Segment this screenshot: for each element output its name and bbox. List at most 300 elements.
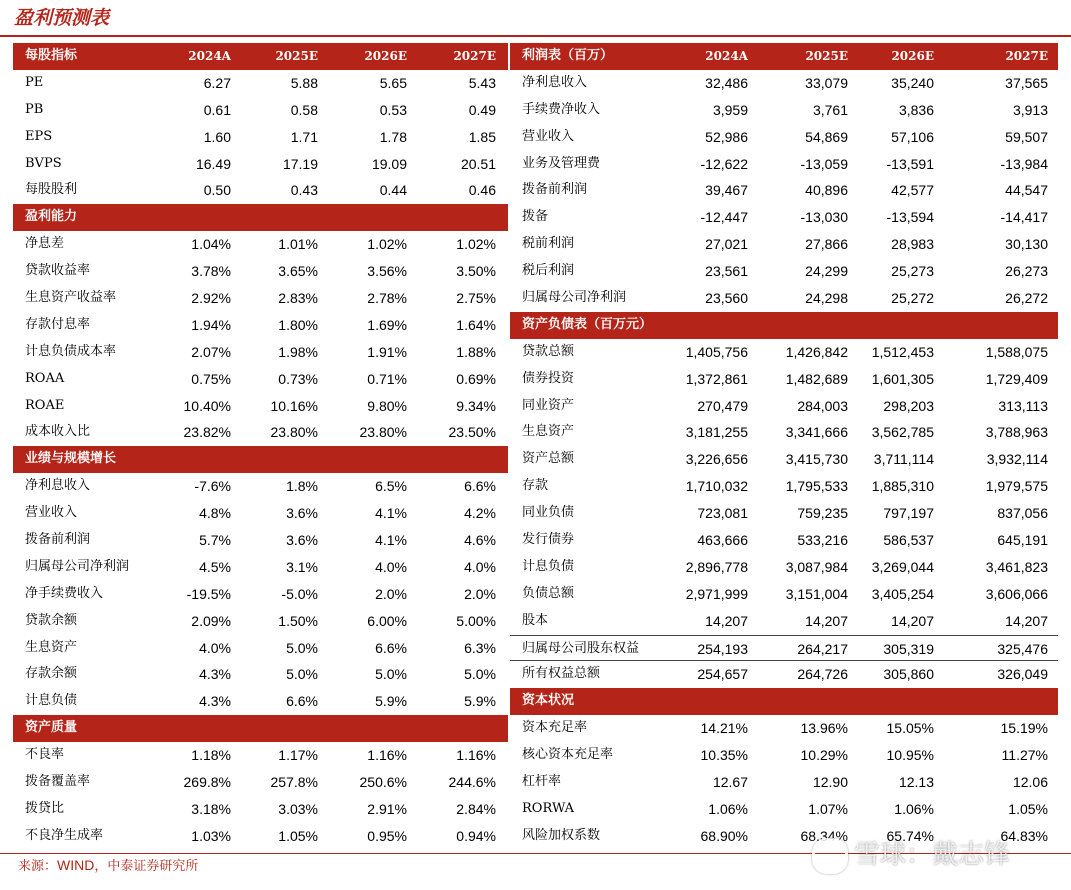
section-title: 资产质量: [25, 720, 78, 736]
row-value: 4.0%: [464, 558, 496, 575]
table-row: [13, 742, 508, 769]
row-value: 2.0%: [375, 585, 407, 602]
row-value: 6.00%: [367, 612, 407, 629]
table-row: [510, 124, 1058, 151]
year-header: 2025E: [275, 49, 318, 63]
row-value: 30,130: [1005, 236, 1048, 253]
row-value: 1,426,842: [785, 343, 848, 360]
year-header: 2024A: [705, 49, 748, 63]
table-row: [510, 446, 1058, 473]
row-value: 5.88: [290, 74, 318, 91]
row-value: -14,417: [1000, 209, 1048, 226]
row-value: 6.6%: [464, 478, 496, 495]
row-value: 15.05%: [886, 720, 934, 737]
row-value: 2.92%: [191, 290, 231, 307]
row-value: 0.73%: [278, 370, 318, 387]
table-row: [510, 339, 1058, 366]
row-value: 2.78%: [367, 290, 407, 307]
row-value: 26,273: [1005, 263, 1048, 280]
row-value: 0.53: [379, 101, 407, 118]
row-value: 305,860: [883, 666, 934, 683]
right-section-header: [510, 312, 1058, 339]
row-value: 586,537: [883, 532, 934, 549]
table-row: [510, 796, 1058, 823]
row-value: 4.1%: [375, 532, 407, 549]
row-value: 2.07%: [191, 343, 231, 360]
table-row: [510, 258, 1058, 285]
row-value: 4.8%: [199, 505, 231, 522]
row-label: ROAE: [25, 397, 65, 413]
row-value: -12,447: [700, 209, 748, 226]
table-row: [510, 285, 1058, 312]
row-label: 业务及管理费: [522, 155, 601, 171]
row-value: 1.06%: [708, 800, 748, 817]
row-value: 5.7%: [199, 532, 231, 549]
row-label: 股本: [522, 612, 549, 628]
row-value: 0.95%: [367, 827, 407, 844]
row-value: 1.17%: [278, 747, 318, 764]
row-value: 0.71%: [367, 370, 407, 387]
row-label: 存款余额: [25, 666, 78, 682]
year-header: 2027E: [453, 49, 496, 63]
row-value: 1.64%: [456, 316, 496, 333]
row-value: 5.65: [379, 74, 407, 91]
table-row: [13, 151, 508, 178]
row-value: -13,984: [1000, 155, 1048, 172]
row-value: 54,869: [805, 128, 848, 145]
row-value: 14.21%: [700, 720, 748, 737]
row-value: 1.98%: [278, 343, 318, 360]
table-row: [13, 527, 508, 554]
table-row: [13, 581, 508, 608]
row-value: 3.6%: [286, 505, 318, 522]
row-value: 5.0%: [375, 666, 407, 683]
table-row: [13, 769, 508, 796]
section-title: 盈利能力: [25, 209, 78, 225]
row-value: 12.06: [1012, 774, 1048, 791]
row-value: 1.05%: [278, 827, 318, 844]
row-value: 25,273: [891, 263, 934, 280]
row-label: 每股股利: [25, 182, 78, 198]
row-value: 3,788,963: [985, 424, 1048, 441]
row-value: 3,606,066: [985, 585, 1048, 602]
row-value: 3.78%: [191, 263, 231, 280]
row-value: 1,601,305: [871, 370, 934, 387]
row-label: 所有权益总额: [522, 666, 601, 682]
row-label: 拨备: [522, 209, 549, 225]
row-value: 39,467: [705, 182, 748, 199]
row-label: 净息差: [25, 236, 65, 252]
table-row: [13, 554, 508, 581]
left-table: [13, 43, 508, 850]
row-value: 3,226,656: [685, 451, 748, 468]
row-label: 同业资产: [522, 397, 575, 413]
row-value: 68.90%: [700, 827, 748, 844]
watermark: [812, 834, 1010, 874]
row-value: 10.95%: [886, 747, 934, 764]
row-value: 2,971,999: [685, 585, 748, 602]
table-row: [13, 366, 508, 393]
row-value: 40,896: [805, 182, 848, 199]
snowball-logo-icon: [812, 838, 848, 874]
row-value: 25,272: [891, 290, 934, 307]
row-value: 1,885,310: [871, 478, 934, 495]
table-row: [13, 177, 508, 204]
row-value: 3,836: [898, 101, 934, 118]
table-row: [13, 500, 508, 527]
title-rule: [0, 35, 1071, 37]
row-value: 1.91%: [367, 343, 407, 360]
table-row: [13, 231, 508, 258]
row-label: 成本收入比: [25, 424, 91, 440]
row-value: 65.74%: [886, 827, 934, 844]
row-value: 1.60: [203, 128, 231, 145]
table-row: [510, 715, 1058, 742]
row-label: 拨备覆盖率: [25, 774, 91, 790]
row-value: 1.50%: [278, 612, 318, 629]
row-value: 9.80%: [367, 397, 407, 414]
row-value: 26,272: [1005, 290, 1048, 307]
row-value: 463,666: [697, 532, 748, 549]
right-section-header: [510, 688, 1058, 715]
row-value: 27,021: [705, 236, 748, 253]
row-value: 1.78: [379, 128, 407, 145]
row-value: 4.6%: [464, 532, 496, 549]
row-value: 1.94%: [191, 316, 231, 333]
table-row: [13, 339, 508, 366]
row-value: 1.06%: [894, 800, 934, 817]
row-value: 250.6%: [359, 774, 407, 791]
row-value: 5.9%: [464, 693, 496, 710]
row-value: 11.27%: [1001, 747, 1048, 764]
row-label: 风险加权系数: [522, 827, 601, 843]
row-value: 1.85: [468, 128, 496, 145]
row-value: 1.03%: [191, 827, 231, 844]
row-label: 归属母公司股东权益: [522, 640, 640, 656]
row-value: 2.0%: [464, 585, 496, 602]
table-row: [510, 97, 1058, 124]
row-value: 3,761: [812, 101, 848, 118]
row-value: 10.16%: [270, 397, 318, 414]
row-value: 1.05%: [1008, 800, 1048, 817]
row-value: 1,372,861: [685, 370, 748, 387]
row-value: 17.19: [282, 155, 318, 172]
row-value: 52,986: [705, 128, 748, 145]
row-value: 3,151,004: [785, 585, 848, 602]
row-value: 0.43: [290, 182, 318, 199]
row-value: 0.94%: [456, 827, 496, 844]
row-value: 254,657: [697, 666, 748, 683]
row-value: 533,216: [797, 532, 848, 549]
row-value: 27,866: [805, 236, 848, 253]
row-value: 2.75%: [456, 290, 496, 307]
row-value: 12.90: [812, 774, 848, 791]
source-suffix: ，中泰证券研究所: [94, 859, 199, 874]
row-value: 0.61: [203, 101, 231, 118]
row-value: 3.18%: [191, 800, 231, 817]
year-header: 2026E: [891, 49, 934, 63]
table-row: [510, 769, 1058, 796]
row-value: 305,319: [883, 640, 934, 657]
row-value: 1.16%: [367, 747, 407, 764]
row-label: 不良率: [25, 747, 65, 763]
row-value: 10.35%: [700, 747, 748, 764]
section-title: 资产负债表（百万元）: [522, 316, 653, 332]
row-value: 1.04%: [191, 236, 231, 253]
row-value: 6.6%: [375, 639, 407, 656]
table-row: [13, 393, 508, 420]
row-value: 1,729,409: [985, 370, 1048, 387]
row-label: 负债总额: [522, 585, 575, 601]
year-header: 2026E: [364, 49, 407, 63]
row-value: 645,191: [997, 532, 1048, 549]
row-value: 3,959: [712, 101, 748, 118]
right-table: [510, 43, 1058, 850]
row-label: 债券投资: [522, 370, 575, 386]
table-row: [510, 581, 1058, 608]
row-value: -13,591: [886, 155, 934, 172]
source-note: [18, 855, 198, 874]
row-value: 4.3%: [199, 693, 231, 710]
section-title: 业绩与规模增长: [25, 451, 117, 467]
row-value: 4.2%: [464, 505, 496, 522]
row-value: 5.9%: [375, 693, 407, 710]
row-value: 1.71: [290, 128, 318, 145]
table-row: [510, 473, 1058, 500]
row-label: 存款付息率: [25, 316, 91, 332]
row-value: 2.83%: [278, 290, 318, 307]
table-row: [510, 70, 1058, 97]
row-value: 3,562,785: [871, 424, 934, 441]
row-value: 6.27: [203, 74, 231, 91]
row-label: 净利息收入: [522, 74, 588, 90]
row-value: 0.75%: [191, 370, 231, 387]
row-value: 20.51: [460, 155, 496, 172]
section-title: 利润表（百万）: [522, 48, 614, 63]
row-label: 归属母公司净利润: [522, 290, 627, 306]
row-value: -5.0%: [281, 585, 318, 602]
section-title: 每股指标: [25, 48, 78, 63]
table-row: [13, 823, 508, 850]
table-row: [510, 661, 1058, 688]
table-row: [510, 742, 1058, 769]
row-value: 24,299: [805, 263, 848, 280]
row-value: 1,405,756: [685, 343, 748, 360]
row-value: 257.8%: [270, 774, 318, 791]
row-label: 税后利润: [522, 263, 575, 279]
row-label: RORWA: [522, 800, 575, 816]
row-value: 14,207: [1005, 612, 1048, 629]
row-value: 0.50: [203, 182, 231, 199]
row-value: 1.18%: [191, 747, 231, 764]
row-value: 1,710,032: [685, 478, 748, 495]
table-row: [510, 177, 1058, 204]
row-label: 生息资产: [25, 639, 78, 655]
row-label: 同业负债: [522, 505, 575, 521]
row-label: 贷款收益率: [25, 263, 91, 279]
left-section-header: [13, 43, 508, 70]
left-section-header: [13, 715, 508, 742]
row-value: 35,240: [891, 74, 934, 91]
row-value: 14,207: [705, 612, 748, 629]
row-value: 1,588,075: [985, 343, 1048, 360]
row-value: 28,983: [891, 236, 934, 253]
row-value: 12.67: [712, 774, 748, 791]
row-value: 3,341,666: [785, 424, 848, 441]
row-value: 44,547: [1005, 182, 1048, 199]
row-value: -13,030: [800, 209, 848, 226]
row-value: 3.56%: [367, 263, 407, 280]
table-row: [13, 688, 508, 715]
row-label: 贷款总额: [522, 343, 575, 359]
row-value: 4.3%: [199, 666, 231, 683]
row-value: 6.3%: [464, 639, 496, 656]
row-label: 计息负债: [25, 693, 78, 709]
row-value: 254,193: [697, 640, 748, 657]
row-value: 4.0%: [199, 639, 231, 656]
row-value: 13.96%: [800, 720, 848, 737]
source-prefix: 来源：: [18, 859, 58, 874]
row-value: 3.65%: [278, 263, 318, 280]
row-value: 3,405,254: [871, 585, 934, 602]
row-label: 税前利润: [522, 236, 575, 252]
row-label: 贷款余额: [25, 612, 78, 628]
row-value: 2.09%: [191, 612, 231, 629]
row-value: 19.09: [371, 155, 407, 172]
row-value: 32,486: [705, 74, 748, 91]
table-row: [13, 661, 508, 688]
row-value: 1,795,533: [785, 478, 848, 495]
row-value: 5.0%: [286, 666, 318, 683]
row-label: 资本充足率: [522, 720, 588, 736]
row-label: EPS: [25, 128, 53, 144]
row-value: 0.46: [468, 182, 496, 199]
row-value: 9.34%: [456, 397, 496, 414]
row-value: 0.58: [290, 101, 318, 118]
table-row: [13, 258, 508, 285]
row-value: 4.5%: [199, 558, 231, 575]
row-value: 6.5%: [375, 478, 407, 495]
row-value: 264,217: [797, 640, 848, 657]
year-header: 2027E: [1005, 49, 1048, 63]
row-value: 1,979,575: [985, 478, 1048, 495]
row-value: 16.49: [195, 155, 231, 172]
table-row: [510, 366, 1058, 393]
row-value: 3,711,114: [873, 451, 934, 468]
row-value: -13,059: [800, 155, 848, 172]
row-value: 325,476: [997, 640, 1048, 657]
table-row: [510, 231, 1058, 258]
row-value: 5.0%: [464, 666, 496, 683]
row-value: 244.6%: [448, 774, 496, 791]
table-row: [510, 554, 1058, 581]
row-value: 42,577: [891, 182, 934, 199]
table-row: [13, 635, 508, 662]
row-value: 2.91%: [367, 800, 407, 817]
row-label: 计息负债成本率: [25, 343, 117, 359]
row-value: 3,087,984: [785, 558, 848, 575]
row-value: 64.83%: [1000, 827, 1048, 844]
row-value: 3.03%: [278, 800, 318, 817]
row-value: 2,896,778: [685, 558, 748, 575]
row-value: 37,565: [1005, 74, 1048, 91]
row-value: 313,113: [998, 397, 1048, 414]
row-value: 1.69%: [367, 316, 407, 333]
row-value: 3,932,114: [986, 451, 1048, 468]
row-value: 1.02%: [456, 236, 496, 253]
table-row: [510, 419, 1058, 446]
table-row: [510, 635, 1058, 662]
row-value: 3.50%: [456, 263, 496, 280]
row-value: 723,081: [697, 505, 748, 522]
row-value: 3.1%: [286, 558, 318, 575]
row-label: PB: [25, 101, 44, 117]
row-label: 营业收入: [25, 505, 78, 521]
row-value: 6.6%: [286, 693, 318, 710]
row-value: 59,507: [1005, 128, 1048, 145]
table-row: [13, 796, 508, 823]
row-value: 23,561: [705, 263, 748, 280]
table-row: [13, 312, 508, 339]
row-value: 1.02%: [367, 236, 407, 253]
row-label: 计息负债: [522, 558, 575, 574]
row-value: 24,298: [805, 290, 848, 307]
row-label: 生息资产收益率: [25, 290, 117, 306]
row-value: 68.34%: [800, 827, 848, 844]
row-value: 1.07%: [808, 800, 848, 817]
row-value: 1.8%: [286, 478, 318, 495]
table-row: [13, 70, 508, 97]
row-value: 1.16%: [456, 747, 496, 764]
row-value: 759,235: [797, 505, 848, 522]
row-value: 23.50%: [448, 424, 496, 441]
row-value: 298,203: [883, 397, 934, 414]
row-label: 资产总额: [522, 451, 575, 467]
row-value: 797,197: [883, 505, 934, 522]
row-value: 284,003: [797, 397, 848, 414]
row-value: 23,560: [705, 290, 748, 307]
row-value: 15.19%: [1000, 720, 1048, 737]
row-label: 不良净生成率: [25, 827, 104, 843]
row-value: 10.40%: [183, 397, 231, 414]
year-header: 2025E: [805, 49, 848, 63]
row-label: 拨贷比: [25, 800, 65, 816]
row-value: 23.80%: [359, 424, 407, 441]
row-label: BVPS: [25, 155, 62, 171]
year-header: 2024A: [188, 49, 231, 63]
row-value: 14,207: [891, 612, 934, 629]
row-value: 0.49: [468, 101, 496, 118]
table-row: [13, 473, 508, 500]
row-value: 1.80%: [278, 316, 318, 333]
table-row: [13, 419, 508, 446]
row-value: 57,106: [891, 128, 934, 145]
row-value: 4.1%: [375, 505, 407, 522]
page-title: 盈利预测表: [14, 7, 110, 29]
left-section-header: [13, 204, 508, 231]
table-row: [13, 124, 508, 151]
table-row: [510, 204, 1058, 231]
row-value: 3,913: [1012, 101, 1048, 118]
table-row: [510, 500, 1058, 527]
right-section-header: [510, 43, 1058, 70]
row-value: 3,181,255: [685, 424, 748, 441]
table-row: [510, 527, 1058, 554]
left-section-header: [13, 446, 508, 473]
row-label: 杠杆率: [522, 774, 562, 790]
row-value: 10.29%: [800, 747, 848, 764]
row-value: 12.13: [898, 774, 934, 791]
